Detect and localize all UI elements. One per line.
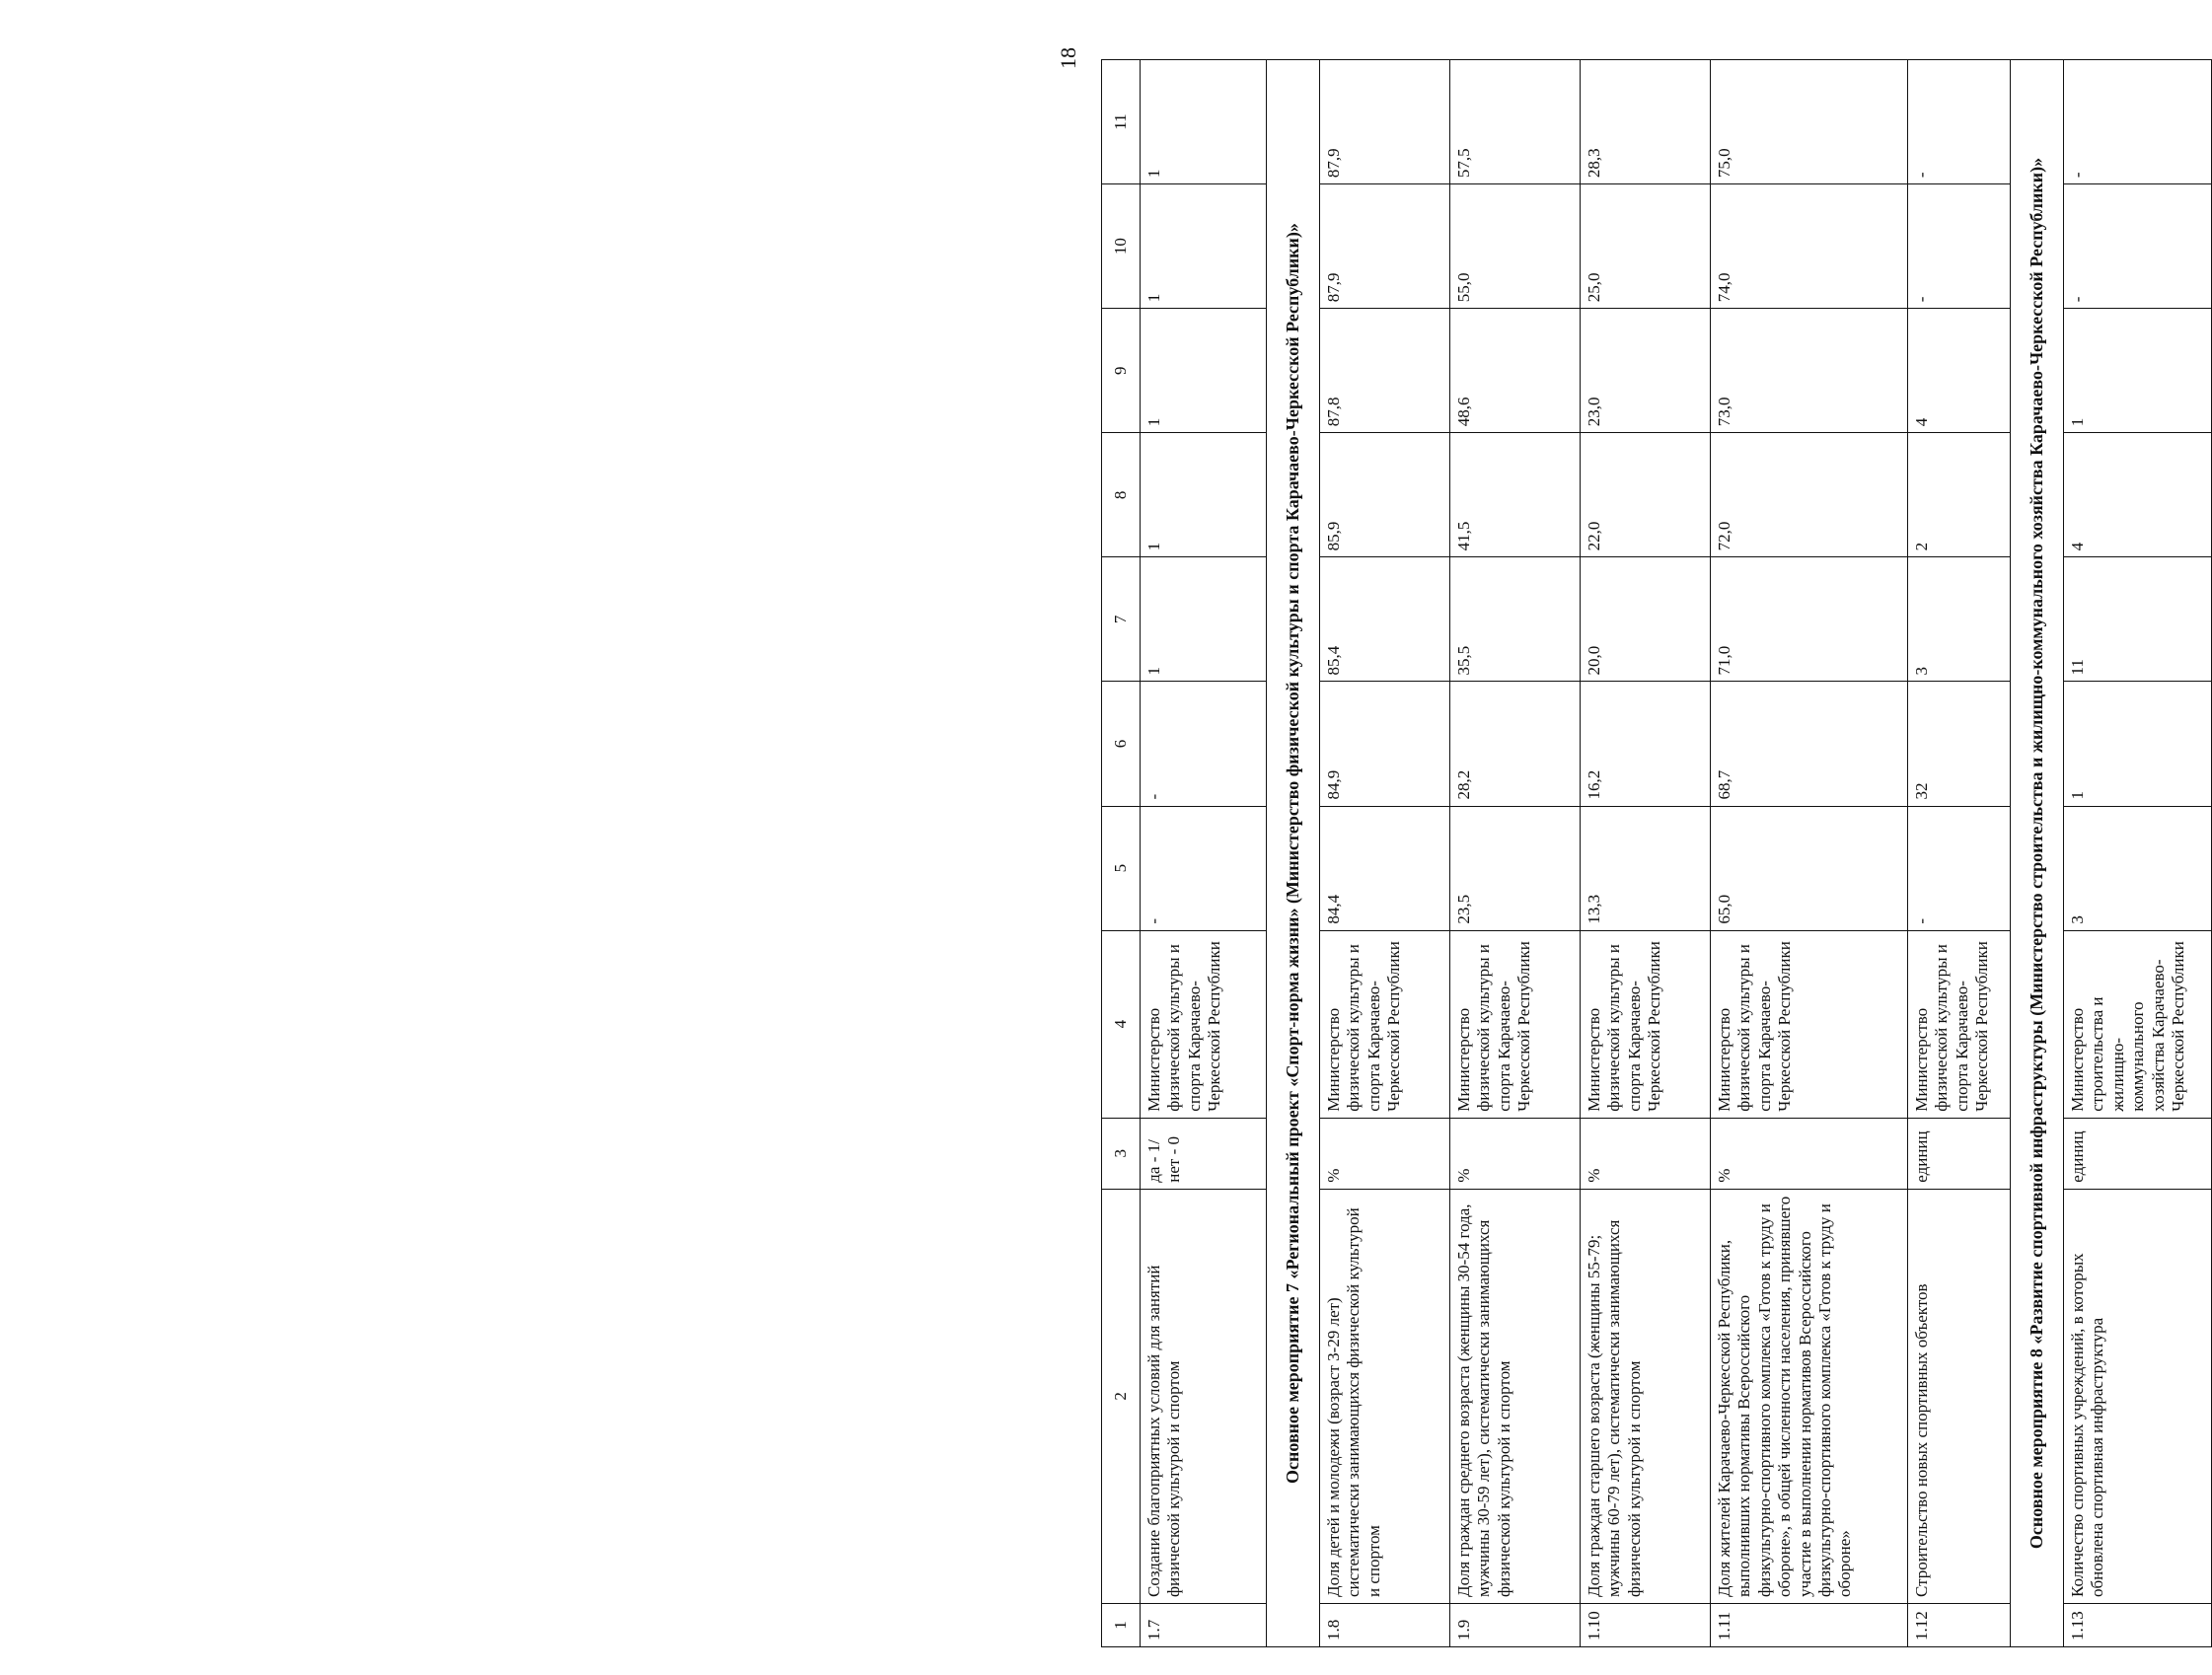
value-cell: 48,6	[1450, 309, 1581, 433]
unit-of-measure: единиц	[2064, 1118, 2212, 1189]
value-cell: 3	[1908, 557, 2011, 682]
value-cell: -	[2064, 60, 2212, 184]
indicator-name: Доля граждан среднего возраста (женщины 30-54 года, мужчины 30-59 лет), систематически занимающихся физической культурой и спортом	[1450, 1189, 1581, 1603]
value-cell: -	[2064, 184, 2212, 309]
unit-of-measure: %	[1450, 1118, 1581, 1189]
value-cell: -	[1908, 60, 2011, 184]
value-cell: 35,5	[1450, 557, 1581, 682]
col-header-3: 3	[1102, 1118, 1141, 1189]
value-cell: 23,0	[1581, 309, 1711, 433]
value-cell: 84,9	[1320, 682, 1450, 806]
value-cell: 1	[1141, 184, 1267, 309]
unit-of-measure: да - 1/ нет - 0	[1141, 1118, 1267, 1189]
value-cell: -	[1141, 682, 1267, 806]
value-cell: 16,2	[1581, 682, 1711, 806]
value-cell: -	[1141, 806, 1267, 930]
value-cell: 84,4	[1320, 806, 1450, 930]
col-header-4: 4	[1102, 930, 1141, 1118]
value-cell: 11	[2064, 557, 2212, 682]
value-cell: 13,3	[1581, 806, 1711, 930]
table-row	[1320, 60, 1450, 1647]
responsible-org: Министерство физической культуры и спорта Карачаево-Черкесской Республики	[1450, 930, 1581, 1118]
col-header-5: 5	[1102, 806, 1141, 930]
indicator-name: Доля детей и молодежи (возраст 3-29 лет) систематически занимающихся физической культурой и спортом	[1320, 1189, 1450, 1603]
col-header-7: 7	[1102, 557, 1141, 682]
page-number: 18	[1056, 47, 1080, 69]
section-row	[1267, 60, 1320, 1647]
value-cell: 85,4	[1320, 557, 1450, 682]
indicators-table	[1101, 59, 2212, 1647]
responsible-org: Министерство физической культуры и спорта Карачаево-Черкесской Республики	[1908, 930, 2011, 1118]
value-cell: 22,0	[1581, 433, 1711, 557]
table-row	[1711, 60, 1908, 1647]
col-header-6: 6	[1102, 682, 1141, 806]
value-cell: 28,2	[1450, 682, 1581, 806]
value-cell: 65,0	[1711, 806, 1908, 930]
value-cell: 1	[2064, 682, 2212, 806]
unit-of-measure: %	[1320, 1118, 1450, 1189]
value-cell: 1	[1141, 557, 1267, 682]
value-cell: 2	[1908, 433, 2011, 557]
value-cell: 4	[1908, 309, 2011, 433]
value-cell: 57,5	[1450, 60, 1581, 184]
col-header-2: 2	[1102, 1189, 1141, 1603]
value-cell: 25,0	[1581, 184, 1711, 309]
value-cell: -	[1908, 806, 2011, 930]
indicator-name: Строительство новых спортивных объектов	[1908, 1189, 2011, 1603]
indicator-name: Количество спортивных учреждений, в которых обновлена спортивная инфраструктура	[2064, 1189, 2212, 1603]
col-header-11: 11	[1102, 60, 1141, 184]
column-number-row	[1102, 60, 1141, 1647]
value-cell: 75,0	[1711, 60, 1908, 184]
value-cell: -	[1908, 184, 2011, 309]
responsible-org: Министерство физической культуры и спорта Карачаево-Черкесской Республики	[1581, 930, 1711, 1118]
responsible-org: Министерство физической культуры и спорта Карачаево-Черкесской Республики	[1711, 930, 1908, 1118]
col-header-1: 1	[1102, 1603, 1141, 1646]
col-header-9: 9	[1102, 309, 1141, 433]
value-cell: 87,9	[1320, 184, 1450, 309]
col-header-10: 10	[1102, 184, 1141, 309]
row-number: 1.13	[2064, 1603, 2212, 1646]
responsible-org: Министерство физической культуры и спорта Карачаево-Черкесской Республики	[1320, 930, 1450, 1118]
unit-of-measure: %	[1711, 1118, 1908, 1189]
table-row	[2064, 60, 2212, 1647]
value-cell: 1	[1141, 309, 1267, 433]
value-cell: 41,5	[1450, 433, 1581, 557]
rotated-page	[1101, 59, 2187, 1647]
value-cell: 87,8	[1320, 309, 1450, 433]
value-cell: 72,0	[1711, 433, 1908, 557]
row-number: 1.12	[1908, 1603, 2011, 1646]
table-row	[1908, 60, 2011, 1647]
indicator-name: Доля жителей Карачаево-Черкесской Республики, выполнивших нормативы Всероссийского физкультурно-спортивного комплекса «Готов к труду и обороне», в общей численности населения, принявшего участие в выполнении нормативов Всероссийского физкультурно-спортивного комплекса «Готов к труду и обороне»	[1711, 1189, 1908, 1603]
value-cell: 20,0	[1581, 557, 1711, 682]
value-cell: 71,0	[1711, 557, 1908, 682]
table-row	[1450, 60, 1581, 1647]
indicator-name: Доля граждан старшего возраста (женщины 55-79; мужчины 60-79 лет), систематически занимающихся физической культурой и спортом	[1581, 1189, 1711, 1603]
indicator-name: Создание благоприятных условий для занятий физической культурой и спортом	[1141, 1189, 1267, 1603]
row-number: 1.11	[1711, 1603, 1908, 1646]
value-cell: 4	[2064, 433, 2212, 557]
value-cell: 1	[2064, 309, 2212, 433]
row-number: 1.9	[1450, 1603, 1581, 1646]
section-row	[2011, 60, 2064, 1647]
row-number: 1.8	[1320, 1603, 1450, 1646]
section-title: Основное мероприятие 8 «Развитие спортивной инфраструктуры (Министерство строительства и жилищно-коммунального хозяйства Карачаево-Черкесской Республики)»	[2011, 60, 2064, 1647]
value-cell: 55,0	[1450, 184, 1581, 309]
value-cell: 87,9	[1320, 60, 1450, 184]
unit-of-measure: единиц	[1908, 1118, 2011, 1189]
value-cell: 32	[1908, 682, 2011, 806]
table-body	[1141, 60, 2212, 1647]
table-row	[1141, 60, 1267, 1647]
value-cell: 1	[1141, 60, 1267, 184]
value-cell: 85,9	[1320, 433, 1450, 557]
responsible-org: Министерство физической культуры и спорта Карачаево-Черкесской Республики	[1141, 930, 1267, 1118]
value-cell: 74,0	[1711, 184, 1908, 309]
unit-of-measure: %	[1581, 1118, 1711, 1189]
value-cell: 68,7	[1711, 682, 1908, 806]
row-number: 1.7	[1141, 1603, 1267, 1646]
value-cell: 73,0	[1711, 309, 1908, 433]
col-header-8: 8	[1102, 433, 1141, 557]
responsible-org: Министерство строительства и жилищно-коммунального хозяйства Карачаево-Черкесской Республики	[2064, 930, 2212, 1118]
row-number: 1.10	[1581, 1603, 1711, 1646]
value-cell: 3	[2064, 806, 2212, 930]
value-cell: 23,5	[1450, 806, 1581, 930]
table-row	[1581, 60, 1711, 1647]
value-cell: 1	[1141, 433, 1267, 557]
section-title: Основное мероприятие 7 «Региональный проект «Спорт-норма жизни» (Министерство физической культуры и спорта Карачаево-Черкесской Республики)»	[1267, 60, 1320, 1647]
value-cell: 28,3	[1581, 60, 1711, 184]
